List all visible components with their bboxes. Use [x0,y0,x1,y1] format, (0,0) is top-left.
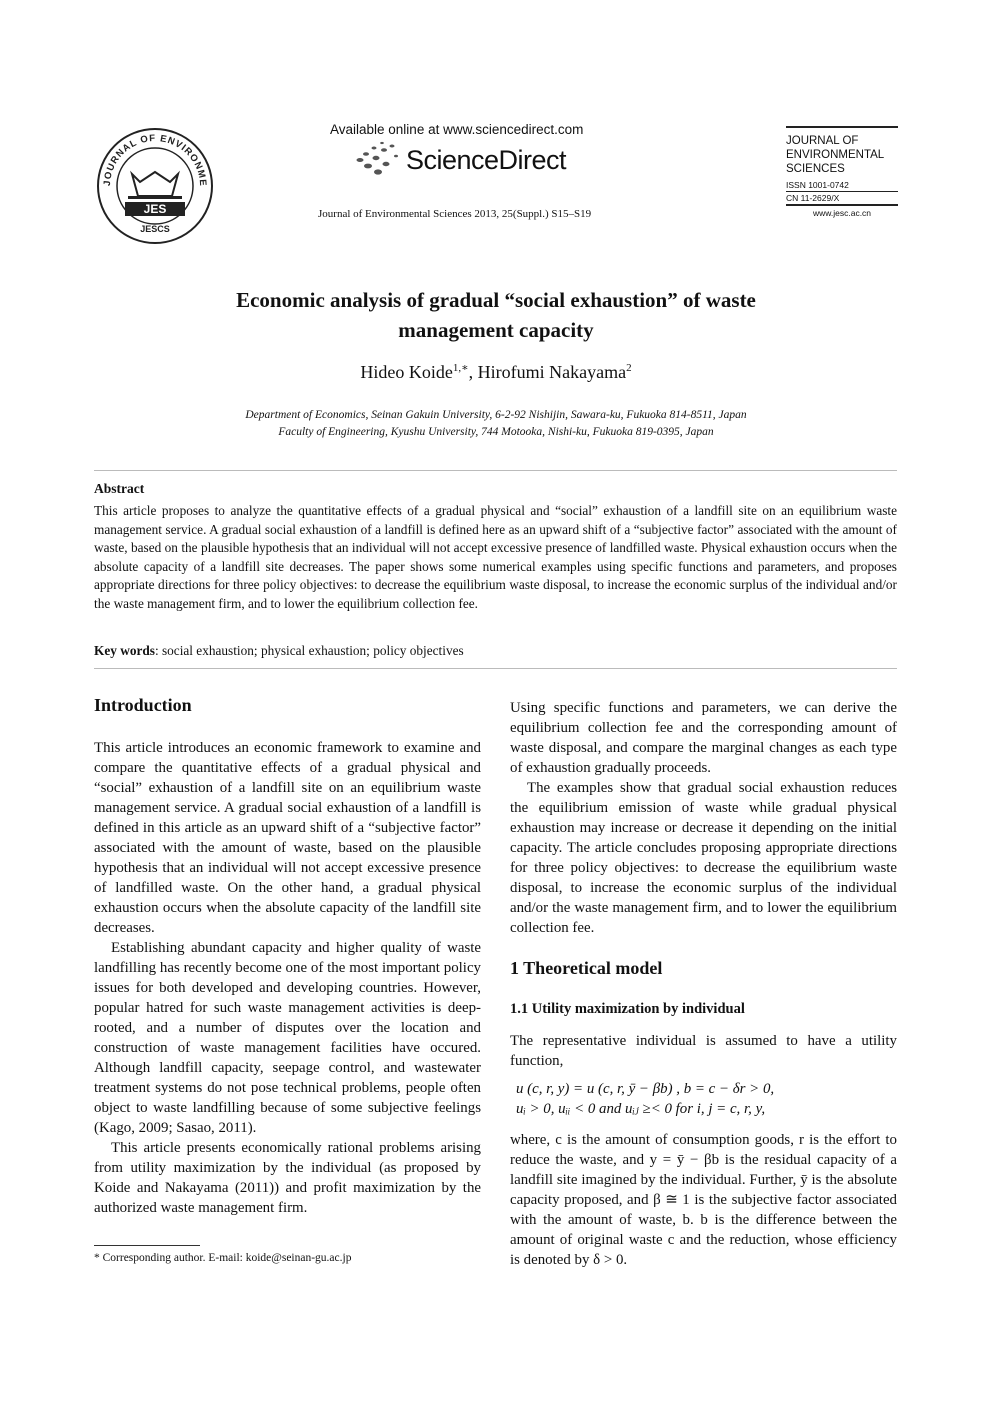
journal-issn: ISSN 1001-0742 [786,180,849,190]
intro-paragraph-1: This article introduces an economic framework to examine and compare the quantitative effects of a gradual physical and “social” exhaustion of a landfill site on an equilibrium waste management service. A gradual social exhaustion of a landfill is defined in this article as an upward shift of a “subjective factor” associated with the amount of waste, based on the plausible hypothesis that an individual will not accept excessive presence of landfilled waste. On the other hand, a gradual physical exhaustion occurs when the absolute capacity of the landfill site decreases. [94,740,481,936]
intro-paragraph-2: Establishing abundant capacity and higher quality of waste landfilling has recently become one of the most important policy issues for both developed and developing countries. However, popular hatred for such waste management activities is deep-rooted, and a number of disputes over the location and construction of waste management facilities have occured. Although landfill capacity, seepage control, and wastewater treatment systems do not pose technical problems, people often object to waste landfilling because of some subjective feelings (Kago, 2009; Sasao, 2011). [94,940,481,1136]
journal-box [786,126,898,218]
svg-text:JOURNAL OF ENVIRONMENTAL SCIEN [92,126,208,187]
sciencedirect-name: ScienceDirect [406,144,567,175]
right-paragraph-2: The examples show that gradual social exhaustion reduces the equilibrium emission of waste while gradual physical exhaustion may increase or decrease it depending on the initial capacity. The article concludes proposing appropriate directions for three policy objectives: to decrease the equilibrium waste disposal, to increase the economic surplus of the individual and/or the waste management firm, and to lower the equilibrium collection fee. [510,780,897,936]
author-separator: , [468,362,478,382]
logo-ring-text: JOURNAL OF ENVIRONME [101,132,209,188]
paper-title-line2: management capacity [398,318,594,342]
footnote: * Corresponding author. E-mail: koide@seinan-gu.ac.jp [94,1252,352,1264]
right-paragraph-1: Using specific functions and parameters, we can derive the equilibrium collection fee and the corresponding amount of waste disposal, and compare the marginal changes as each type of exhaustion gradually proceeds. [510,700,897,776]
authors [100,361,892,383]
keywords [94,643,464,659]
section-1-1-intro: The representative individual is assumed to have a utility function, [510,1033,897,1069]
jes-logo [92,126,218,246]
journal-box-line2: ENVIRONMENTAL [786,149,885,161]
jes-logo-icon [92,126,218,246]
keywords-list: : social exhaustion; physical exhaustion; policy objectives [154,643,464,658]
section-1-1-body: where, c is the amount of consumption goods, r is the effort to reduce the waste, and y = ȳ − βb is the residual capacity of a landfill site imagined by the individual. Further, ȳ is the absolute capacity proposed, and β ≅ 1 is the subjective factor associated with the amount of waste, b. b is the difference between the amount of original waste c and the reduction, whose efficiency is denoted by δ > 0. [510,1132,897,1268]
divider-bottom [94,668,897,669]
journal-box-line3: SCIENCES [786,163,845,175]
footnote-rule [94,1245,200,1246]
author-2: Hirofumi Nakayama [477,362,627,382]
journal-box-line1: JOURNAL OF [786,135,859,147]
journal-citation: Journal of Environmental Sciences 2013, 25(Suppl.) S15–S19 [318,208,592,220]
equation-line-2: uᵢ > 0, uᵢᵢ < 0 and uᵢⱼ ≥< 0 for i, j = c, r, y, [516,1101,766,1117]
sciencedirect-dots-icon [352,140,400,180]
equation-line-1: u (c, r, y) = u (c, r, ȳ − βb) , b = c − δr > 0, [516,1081,775,1097]
logo-bottom-text: JESCS [140,224,170,234]
left-column [94,738,481,1218]
author-1: Hideo Koide [360,362,453,382]
logo-badge: JES [143,202,167,216]
affiliation-2: Faculty of Engineering, Kyushu University, 744 Motooka, Nishi-ku, Fukuoka 819-0395, Japan [278,425,714,438]
journal-cn: CN 11-2629/X [786,193,840,203]
available-online: Available online at www.sciencedirect.com [330,122,584,137]
abstract-heading: Abstract [94,481,145,496]
paper-title [100,285,892,345]
utility-equation [516,1079,774,1119]
journal-website: www.jesc.ac.cn [812,208,872,218]
intro-heading: Introduction [94,695,192,715]
journal-box-rule [786,126,898,128]
author-1-marks: 1,∗ [452,362,469,374]
journal-box-rule-bottom [786,204,898,206]
author-2-marks: 2 [626,362,632,374]
affiliations [100,407,892,440]
sciencedirect-logo [352,140,566,180]
right-column-top [510,698,897,938]
affiliation-1: Department of Economics, Seinan Gakuin University, 6-2-92 Nishijin, Sawara-ku, Fukuoka 814-8511, Japan [245,409,747,421]
abstract-text: This article proposes to analyze the quantitative effects of a gradual physical and “social” exhaustion of a landfill site on an equilibrium waste management service. A gradual social exhaustion of a landfill is defined here as an upward shift of a “subjective factor” associated with the amount of waste, based on the plausible hypothesis that an individual will not accept excessive presence of landfilled waste. Physical exhaustion occurs when the absolute capacity of a landfill site decreases. The paper shows some numerical examples using specific functions and parameters, and proposes appropriate directions for three policy objectives: to decrease the equilibrium waste disposal, to increase the economic surplus of the individual and/or the waste management firm, and to lower the equilibrium collection fee. [94,503,897,611]
keywords-label: Key words [94,643,155,658]
section-1-1-heading: 1.1 Utility maximization by individual [510,1001,745,1017]
intro-paragraph-3: This article presents economically rational problems arising from utility maximization by the individual (as proposed by Koide and Nakayama (2011)) and profit maximization by the authorized waste management firm. [94,1140,481,1216]
divider-top [94,470,897,471]
paper-title-line1: Economic analysis of gradual “social exhaustion” of waste [236,288,756,312]
section-1-heading: 1 Theoretical model [510,958,663,978]
